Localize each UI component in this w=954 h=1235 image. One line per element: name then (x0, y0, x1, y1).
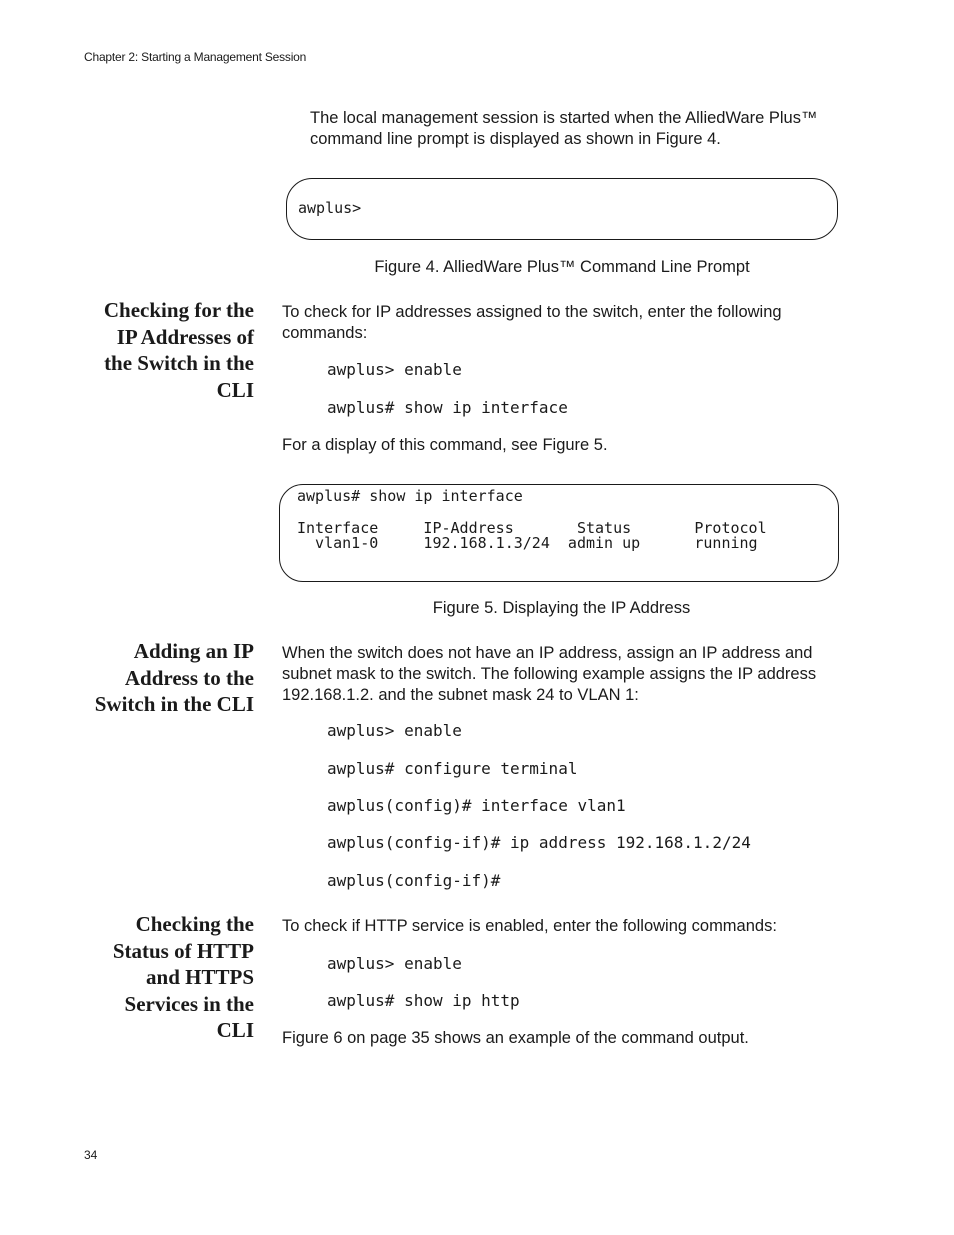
intro-paragraph: The local management session is started when the AlliedWare Plus™ command line prompt is displayed as shown in Figure 4. (310, 109, 818, 148)
command-line: awplus# show ip interface (327, 398, 568, 417)
heading-adding-ip: Adding an IP Address to the Switch in the CLI (94, 639, 254, 716)
command-line: awplus# show ip http (327, 991, 520, 1010)
command-line: awplus> enable (327, 721, 462, 740)
command-line: awplus(config)# interface vlan1 (327, 796, 626, 815)
figure-4-screen (286, 178, 838, 240)
command-line: awplus# configure terminal (327, 759, 578, 778)
command-line: awplus> enable (327, 360, 462, 379)
figure-4-caption: Figure 4. AlliedWare Plus™ Command Line Prompt (374, 258, 750, 276)
command-line: awplus(config-if)# ip address 192.168.1.2/24 (327, 833, 751, 852)
running-header: Chapter 2: Starting a Management Session (84, 50, 307, 64)
section-3-paragraph: To check if HTTP service is enabled, enter the following commands: (282, 917, 777, 935)
screen-table-header: Interface IP-Address Status Protocol (297, 519, 767, 537)
page-number: 34 (84, 1148, 98, 1162)
heading-checking-ip: Checking for the IP Addresses of the Switch in the CLI (103, 298, 254, 402)
section-1-after-text: For a display of this command, see Figure 5. (282, 436, 608, 454)
figure-5-caption: Figure 5. Displaying the IP Address (432, 599, 691, 617)
section-1-paragraph: To check for IP addresses assigned to the switch, enter the following commands: (282, 303, 782, 342)
section-3-after-text: Figure 6 on page 35 shows an example of the command output. (282, 1029, 749, 1047)
screen-command: awplus# show ip interface (297, 487, 523, 505)
section-2-paragraph: When the switch does not have an IP address, assign an IP address and subnet mask to the switch. The following example assigns the IP address 192.168.1.2. and the subnet mask 24 to VLAN 1: (282, 644, 817, 704)
figure-5-screen (279, 484, 839, 582)
command-line: awplus(config-if)# (327, 871, 501, 890)
screen-table-row: vlan1-0 192.168.1.3/24 admin up running (297, 534, 758, 552)
command-line: awplus> enable (327, 954, 462, 973)
prompt-text: awplus> (298, 199, 362, 217)
heading-checking-http: Checking the Status of HTTP and HTTPS Services in the CLI (112, 912, 254, 1042)
